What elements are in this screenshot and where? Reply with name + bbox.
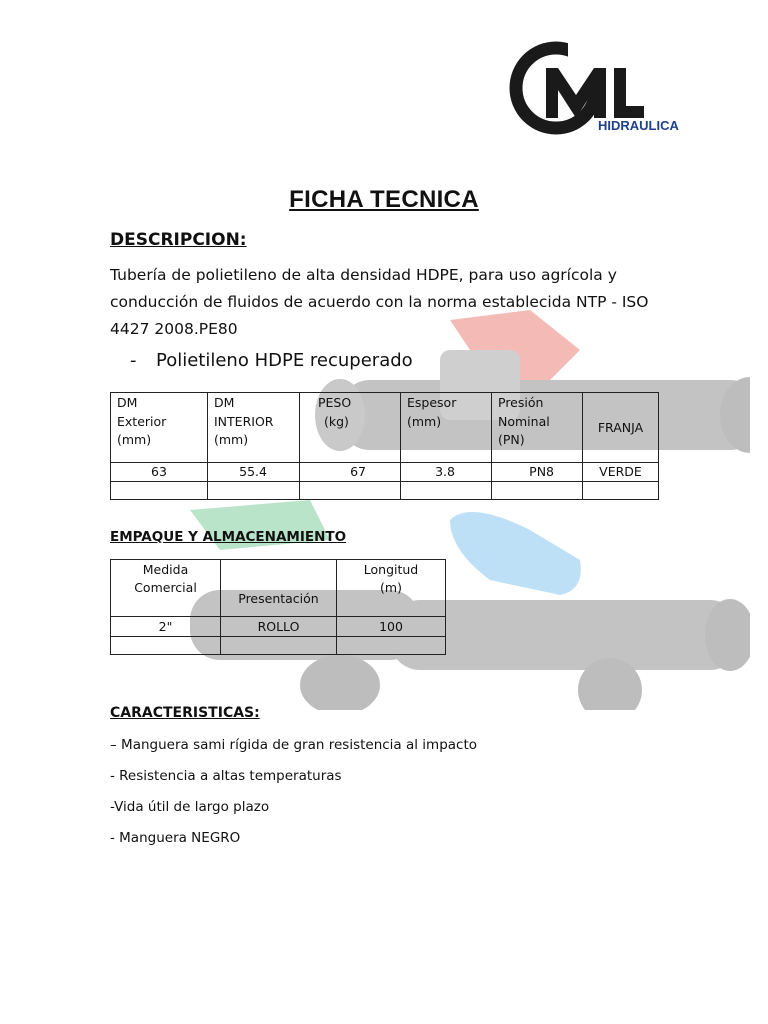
table-row bbox=[111, 617, 446, 637]
table-header-row bbox=[111, 393, 659, 463]
cell-longitud: 100 bbox=[337, 617, 446, 637]
list-item: – Manguera sami rígida de gran resistencia al impacto bbox=[110, 737, 478, 753]
bullet-text: Polietileno HDPE recuperado bbox=[156, 350, 413, 371]
cell-dm-exterior: 63 bbox=[111, 463, 208, 482]
descripcion-heading: DESCRIPCION: bbox=[110, 230, 247, 250]
list-item: - Manguera NEGRO bbox=[110, 830, 241, 846]
cell-franja: VERDE bbox=[583, 463, 659, 482]
bullet-dash: - bbox=[130, 350, 137, 371]
table-header-row bbox=[111, 560, 446, 617]
cell-presion: PN8 bbox=[492, 463, 583, 482]
cell-medida: 2" bbox=[111, 617, 221, 637]
header-peso: PESO (kg) bbox=[300, 393, 401, 463]
header-espesor: Espesor (mm) bbox=[401, 393, 492, 463]
table-row-empty bbox=[111, 482, 659, 500]
cell-peso: 67 bbox=[300, 463, 401, 482]
table-row-empty bbox=[111, 637, 446, 655]
cell-dm-interior: 55.4 bbox=[208, 463, 300, 482]
page-title: FICHA TECNICA bbox=[289, 186, 479, 213]
header-medida-comercial: Medida Comercial bbox=[111, 560, 221, 617]
caracteristicas-heading: CARACTERISTICAS: bbox=[110, 705, 260, 721]
header-franja: FRANJA bbox=[583, 393, 659, 463]
list-item: -Vida útil de largo plazo bbox=[110, 799, 270, 815]
header-longitud: Longitud (m) bbox=[337, 560, 446, 617]
empaque-table bbox=[110, 559, 446, 655]
cml-hidraulica-logo bbox=[508, 40, 692, 136]
bullet-item bbox=[130, 350, 413, 371]
cell-presentacion: ROLLO bbox=[221, 617, 337, 637]
logo-sub-text: HIDRAULICA bbox=[598, 118, 679, 133]
table-row bbox=[111, 463, 659, 482]
empaque-heading: EMPAQUE Y ALMACENAMIENTO bbox=[110, 529, 347, 545]
header-presentacion: Presentación bbox=[221, 560, 337, 617]
cell-espesor: 3.8 bbox=[401, 463, 492, 482]
header-dm-interior: DM INTERIOR (mm) bbox=[208, 393, 300, 463]
spec-table bbox=[110, 392, 659, 500]
list-item: - Resistencia a altas temperaturas bbox=[110, 768, 342, 784]
header-presion-nominal: Presión Nominal (PN) bbox=[492, 393, 583, 463]
descripcion-text: Tubería de polietileno de alta densidad HDPE, para uso agrícola y conducción de fluidos de acuerdo con la norma establecida NTP - ISO 4427 2008.PE80 bbox=[110, 266, 649, 338]
header-dm-exterior: DM Exterior (mm) bbox=[111, 393, 208, 463]
